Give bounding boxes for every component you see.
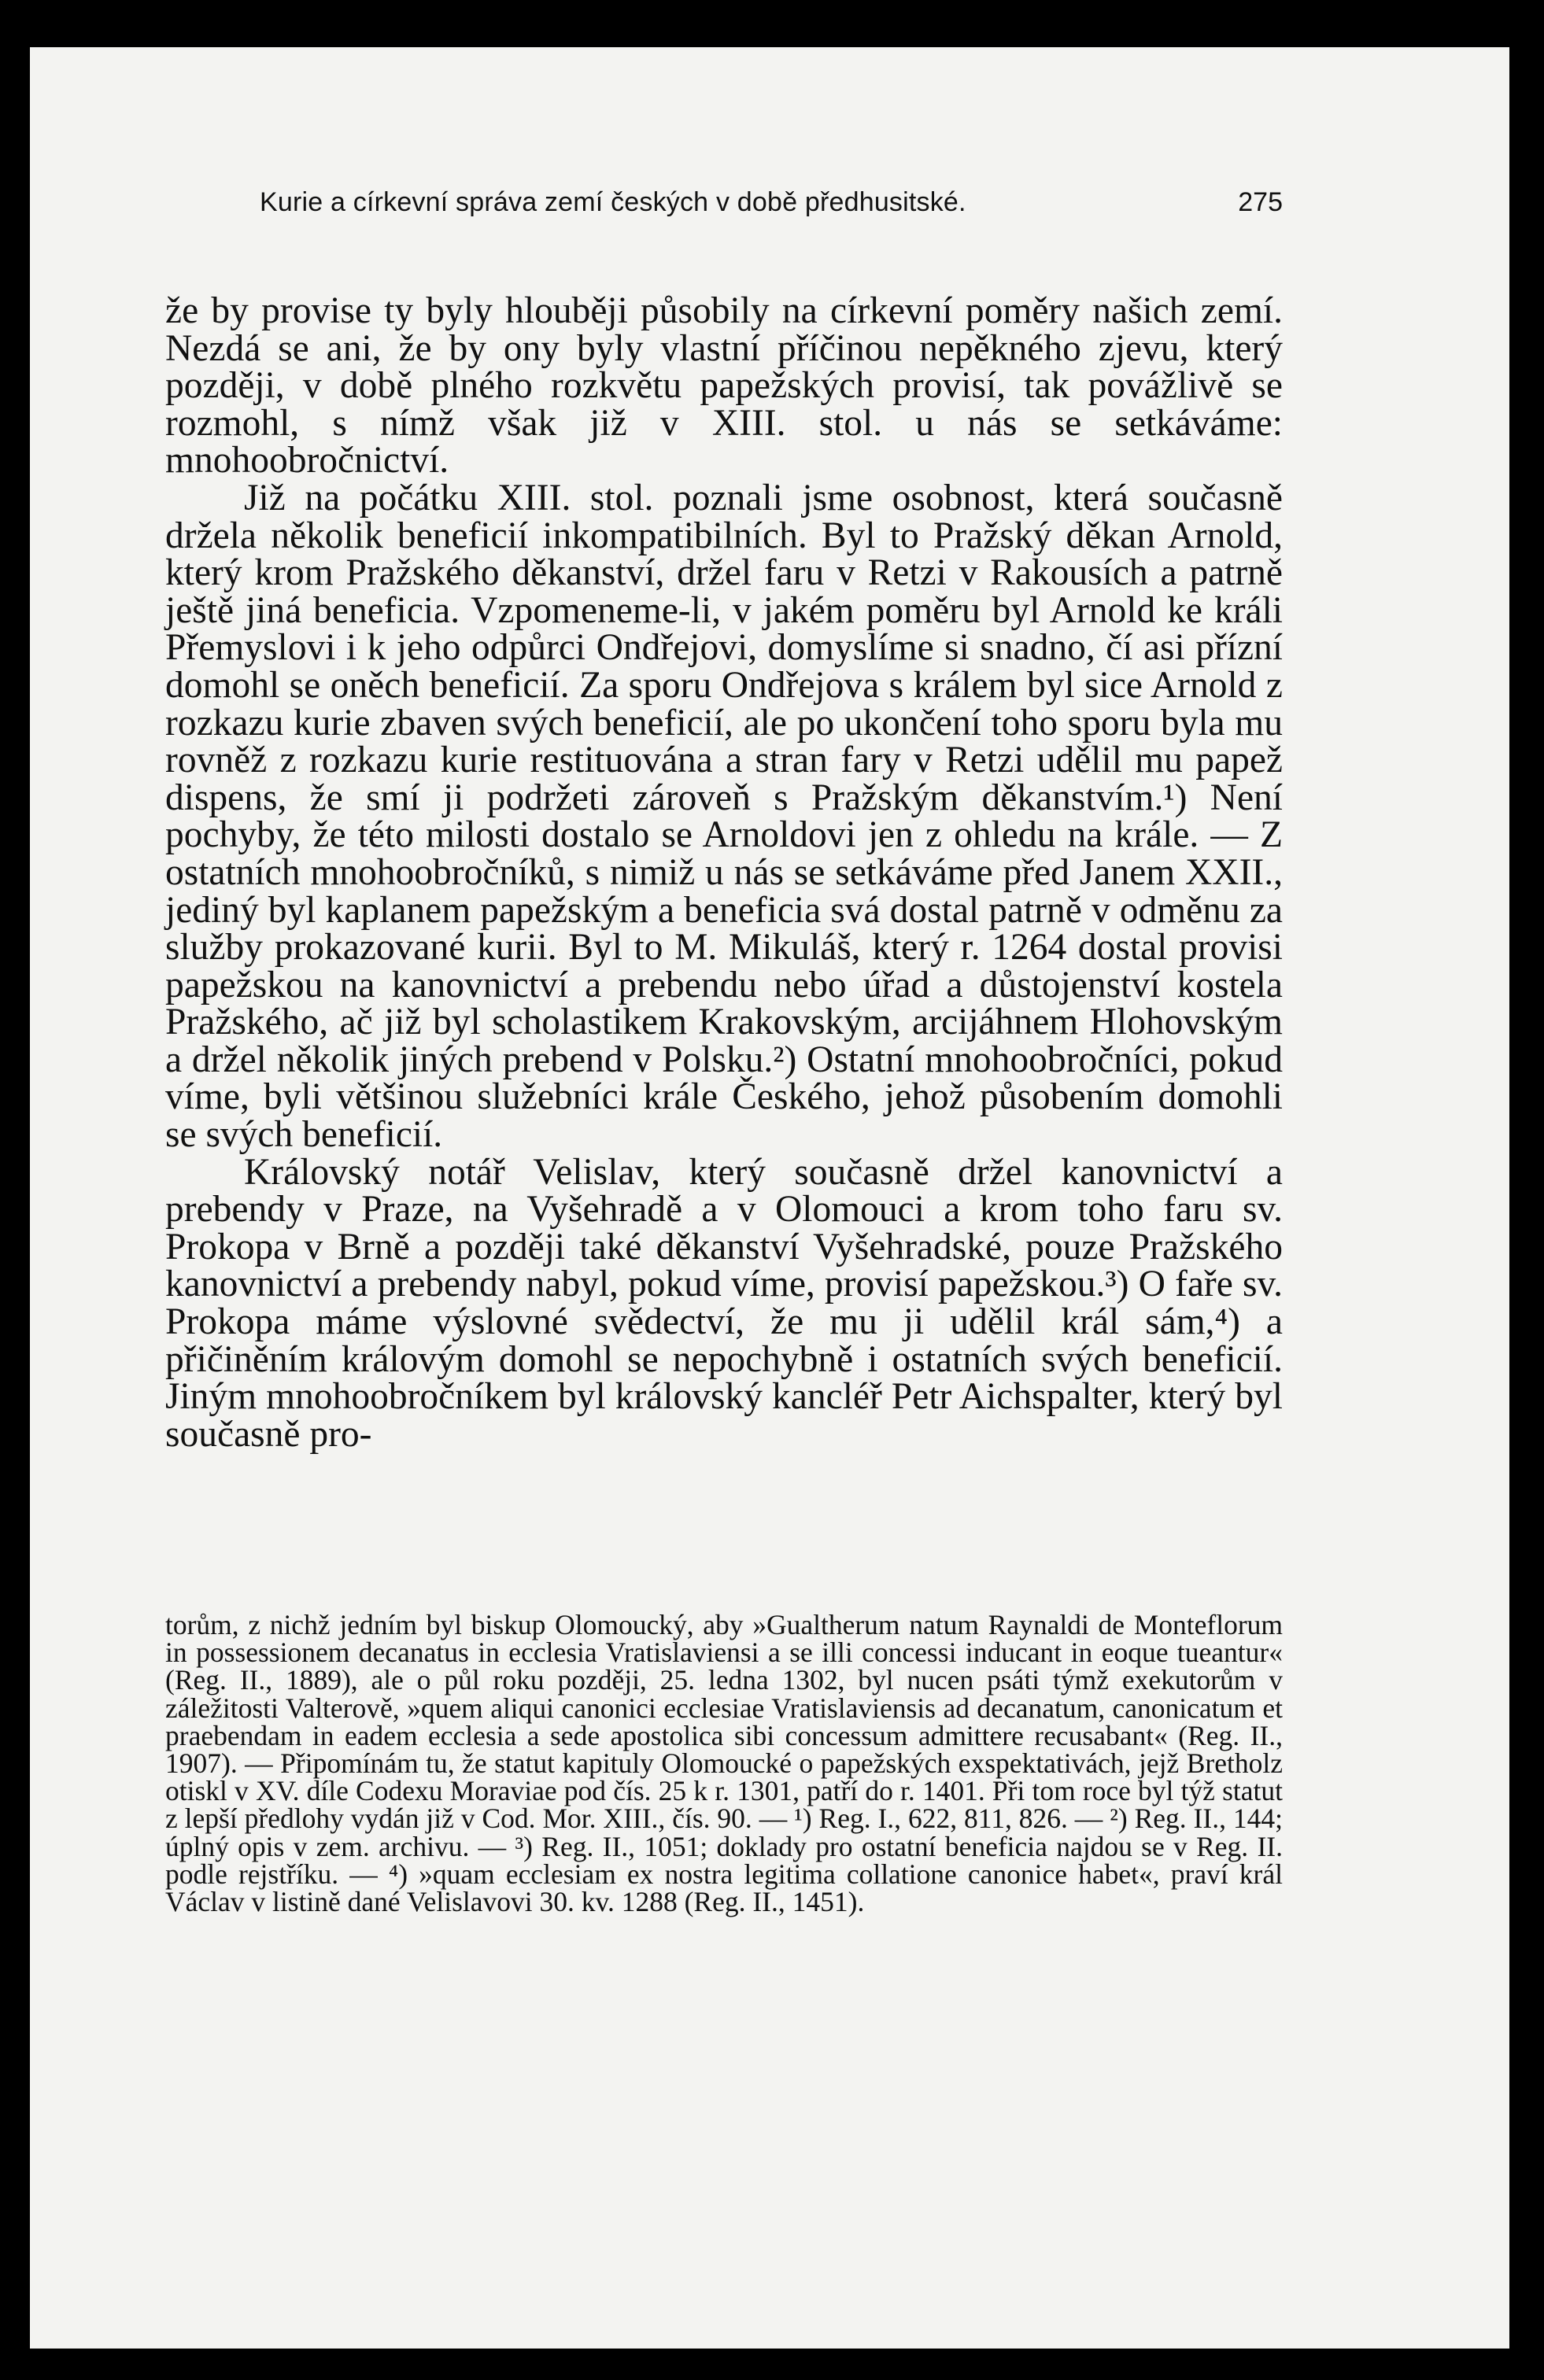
running-title: Kurie a církevní správa zemí českých v době předhusitské. bbox=[260, 187, 966, 217]
paragraph-2: Již na počátku XIII. stol. poznali jsme osobnost, která současně držela několik beneficií inkompatibilních. Byl to Pražský děkan Arnold, který krom Pražského děkanství, držel faru v Retzi v Rakousích a patrně ještě jiná beneficia. Vzpomeneme-li, v jakém poměru byl Arnold ke králi Přemyslovi i k jeho odpůrci Ondřejovi, domyslíme si snadno, čí asi přízní domohl se oněch beneficií. Za sporu Ondřejova s králem byl sice Arnold z rozkazu kurie zbaven svých beneficií, ale po ukončení toho sporu byla mu rovněž z rozkazu kurie restituována a stran fary v Retzi udělil mu papež dispens, že smí ji podržeti zároveň s Pražským děkanstvím.¹) Není pochyby, že této milosti dostalo se Arnoldovi jen z ohledu na krále. — Z ostatních mnohoobročníků, s nimiž u nás se setkáváme před Janem XXII., jediný byl kaplanem papežským a beneficia svá dostal patrně v odměnu za služby prokazované kurii. Byl to M. Mikuláš, který r. 1264 dostal provisi papežskou na kanovnictví a prebendu nebo úřad a důstojenství kostela Pražského, ač již byl scholastikem Krakovským, arcijáhnem Hlohovským a držel několik jiných prebend v Polsku.²) Ostatní mnohoobročníci, pokud víme, byli většinou služebníci krále Českého, jehož působením domohli se svých beneficií. bbox=[165, 477, 1283, 1156]
footnote-text: torům, z nichž jedním byl biskup Olomoucký, aby »Gualtherum natum Raynaldi de Monteflorum in possessionem decanatus in ecclesia Vratislaviensi a se illi concessi inducant in eoque tueantur« (Reg. II., 1889), ale o půl roku později, 25. ledna 1302, byl nucen psáti týmž exekutorům v záležitosti Valterově, »quem aliqui canonici ecclesiae Vratislaviensis ad decanatum, canonicatum et praebendam in eadem ecclesia a sede apostolica sibi concessum admittere recusabant« (Reg. II., 1907). — Připomínám tu, že statut kapituly Olomoucké o papežských exspektativách, jejž Bretholz otiskl v XV. díle Codexu Moraviae pod čís. 25 k r. 1301, patří do r. 1401. Při tom roce byl týž statut z lepší předlohy vydán již v Cod. Mor. XIII., čís. 90. — ¹) Reg. I., 622, 811, 826. — ²) Reg. II., 144; úplný opis v zem. archivu. — ³) Reg. II., 1051; doklady pro ostatní beneficia najdou se v Reg. II. podle rejstříku. — ⁴) »quam ecclesiam ex nostra legitima collatione canonice habet«, praví král Václav v listině dané Velislavovi 30. kv. 1288 (Reg. II., 1451). bbox=[165, 1609, 1283, 1918]
body-text bbox=[165, 290, 1283, 1455]
paragraph-3: Královský notář Velislav, který současně držel kanovnictví a prebendy v Praze, na Vyšehradě a v Olomouci a krom toho faru sv. Prokopa v Brně a později také děkanství Vyšehradské, pouze Pražského kanovnictví a prebendy nabyl, pokud víme, provisí papežskou.³) O faře sv. Prokopa máme výslovné svědectví, že mu ji udělil král sám,⁴) a přičiněním královým domohl se nepochybně i ostatních svých beneficií. Jiným mnohoobročníkem byl královský kancléř Petr Aichspalter, který byl současně pro- bbox=[165, 1151, 1283, 1455]
page-number: 275 bbox=[1238, 187, 1283, 217]
footnotes bbox=[165, 1611, 1283, 1916]
paragraph-1: že by provise ty byly hlouběji působily na církevní poměry našich zemí. Nezdá se ani, že by ony byly vlastní příčinou nepěkného zjevu, který později, v době plného rozkvětu papežských provisí, tak povážlivě se rozmohl, s nímž však již v XIII. stol. u nás se setkáváme: mnohoobročnictví. bbox=[165, 290, 1283, 482]
page-header bbox=[165, 173, 1283, 230]
